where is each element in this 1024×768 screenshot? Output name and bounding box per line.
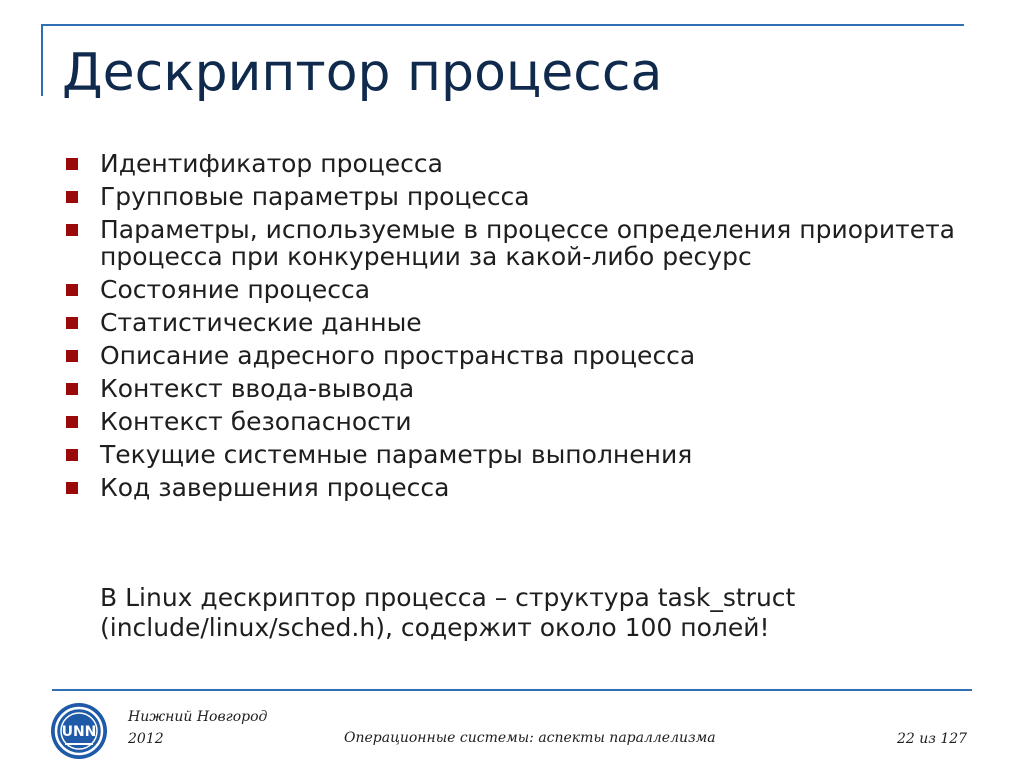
bullet-item xyxy=(64,441,964,468)
bullet-item xyxy=(64,216,964,270)
square-bullet-icon xyxy=(66,284,78,296)
page-counter: 22 из 127 xyxy=(897,731,968,747)
bullet-item xyxy=(64,375,964,402)
bullet-item xyxy=(64,342,964,369)
bullet-text: Код завершения процесса xyxy=(100,473,450,502)
title-left-rule xyxy=(41,24,43,96)
bullet-item xyxy=(64,474,964,501)
bullet-text: Статистические данные xyxy=(100,308,422,337)
footer-city: Нижний Новгород xyxy=(128,709,268,725)
footer-rule xyxy=(52,689,972,691)
square-bullet-icon xyxy=(66,224,78,236)
bullet-list xyxy=(64,150,964,507)
square-bullet-icon xyxy=(66,350,78,362)
bullet-text: Параметры, используемые в процессе определения приоритета процесса при конкуренции за какой-либо ресурс xyxy=(100,215,955,271)
bullet-text: Состояние процесса xyxy=(100,275,371,304)
bullet-text: Идентификатор процесса xyxy=(100,149,443,178)
footer-year: 2012 xyxy=(128,731,164,747)
bullet-text: Контекст ввода-вывода xyxy=(100,374,415,403)
square-bullet-icon xyxy=(66,383,78,395)
bullet-item xyxy=(64,150,964,177)
title-top-rule xyxy=(41,24,964,26)
bullet-text: Групповые параметры процесса xyxy=(100,182,530,211)
logo-lettering: UNN xyxy=(61,724,97,740)
footer-course-title: Операционные системы: аспекты параллелизма xyxy=(344,730,716,746)
square-bullet-icon xyxy=(66,317,78,329)
bullet-text: Описание адресного пространства процесса xyxy=(100,341,696,370)
bullet-text: Текущие системные параметры выполнения xyxy=(100,440,693,469)
bullet-item xyxy=(64,408,964,435)
slide-title: Дескриптор процесса xyxy=(62,43,663,103)
square-bullet-icon xyxy=(66,416,78,428)
square-bullet-icon xyxy=(66,449,78,461)
bullet-item xyxy=(64,276,964,303)
square-bullet-icon xyxy=(66,158,78,170)
university-logo-icon xyxy=(50,702,108,760)
bullet-item xyxy=(64,309,964,336)
bullet-text: Контекст безопасности xyxy=(100,407,412,436)
linux-note: В Linux дескриптор процесса – структура task_struct (include/linux/sched.h), содержит около 100 полей! xyxy=(100,583,796,642)
square-bullet-icon xyxy=(66,482,78,494)
square-bullet-icon xyxy=(66,191,78,203)
bullet-item xyxy=(64,183,964,210)
